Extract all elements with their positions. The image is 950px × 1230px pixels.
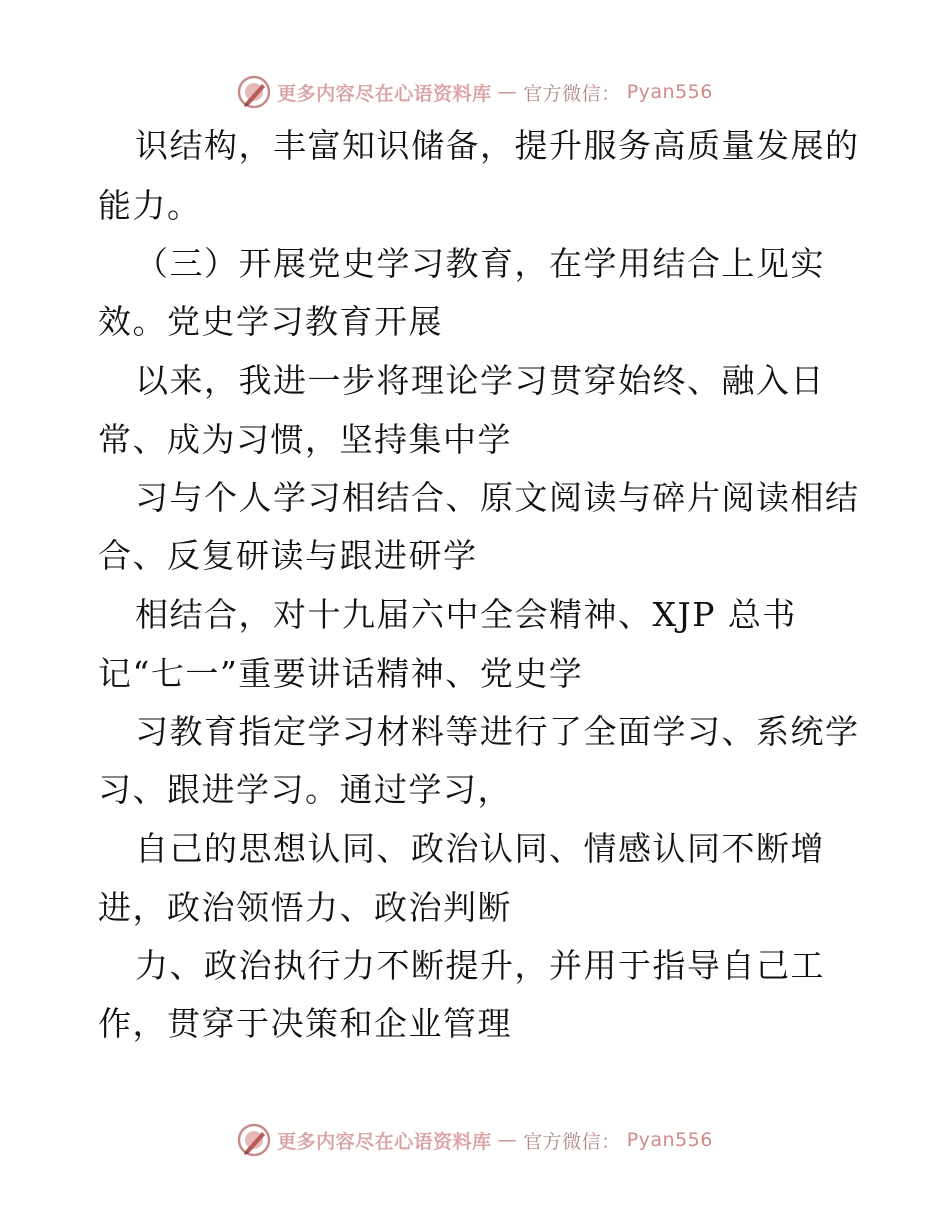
watermark-sub: 官方微信：: [523, 1130, 621, 1153]
text-line: 合、反复研读与跟进研学: [98, 536, 478, 575]
text-line: 习、跟进学习。通过学习，: [98, 770, 512, 809]
pen-logo-icon: [237, 1123, 271, 1157]
text-line: （三）开展党史学习教育，在学用结合上见实: [135, 244, 825, 283]
watermark-dash: —: [497, 1129, 518, 1151]
text-line: 效。党史学习教育开展: [98, 302, 443, 341]
footer-watermark: [0, 1120, 950, 1160]
text-line: 作，贯穿于决策和企业管理: [98, 1004, 512, 1043]
text-line: 自己的思想认同、政治认同、情感认同不断增: [135, 829, 825, 868]
watermark-sub: 官方微信：: [523, 82, 621, 105]
watermark-dash: —: [497, 81, 518, 103]
watermark-text: 更多内容尽在心语资料库: [277, 1130, 492, 1153]
text-line: 以来，我进一步将理论学习贯穿始终、融入日: [135, 361, 825, 400]
watermark-id: Pyan556: [626, 1129, 713, 1151]
text-line: 识结构，丰富知识储备，提升服务高质量发展的: [135, 126, 860, 165]
text-line: 习与个人学习相结合、原文阅读与碎片阅读相结: [135, 478, 860, 517]
header-watermark: [0, 72, 950, 112]
watermark-text: 更多内容尽在心语资料库: [277, 82, 492, 105]
text-line: 常、成为习惯，坚持集中学: [98, 420, 512, 459]
pen-logo-icon: [237, 75, 271, 109]
watermark-id: Pyan556: [626, 81, 713, 103]
text-line: 习教育指定学习材料等进行了全面学习、系统学: [135, 712, 860, 751]
text-line: 能力。: [98, 186, 202, 225]
text-line: 进，政治领悟力、政治判断: [98, 888, 512, 927]
text-line: 力、政治执行力不断提升，并用于指导自己工: [135, 946, 825, 985]
text-line: 记“七一”重要讲话精神、党史学: [98, 654, 584, 693]
text-line: 相结合，对十九届六中全会精神、XJP 总书: [135, 595, 797, 634]
